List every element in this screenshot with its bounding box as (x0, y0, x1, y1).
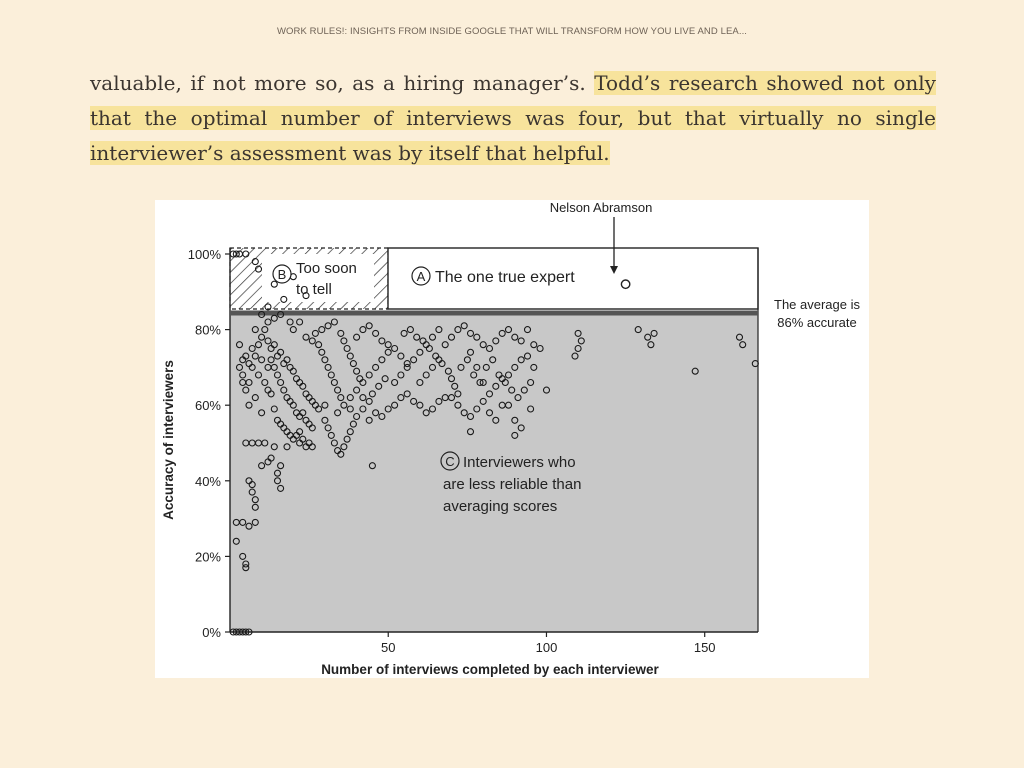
y-tick-label: 40% (194, 473, 221, 489)
region-c-label-line3: averaging scores (443, 498, 558, 515)
region-b-label-line2: to tell (296, 281, 332, 298)
y-tick-label: 80% (194, 322, 221, 338)
book-title-header: WORK RULES!: INSIGHTS FROM INSIDE GOOGLE THAT WILL TRANSFORM HOW YOU LIVE AND LEA... (276, 26, 748, 37)
highlighted-passage[interactable]: Todd’s research showed not only that the optimal number of interviews was four, but that virtually no single interviewer’s assessment was by itself that helpful. (90, 71, 936, 165)
reading-passage (90, 66, 936, 171)
region-c-label-line2: are less reliable than (443, 476, 582, 493)
y-axis-label: Accuracy of interviewers (161, 360, 176, 520)
region-b-label-line1: Too soon (296, 260, 357, 277)
expert-data-point (621, 280, 629, 288)
y-tick-label: 100% (187, 247, 221, 262)
x-axis-label: Number of interviews completed by each interviewer (321, 662, 659, 677)
region-c-shading (230, 314, 758, 632)
x-tick-label: 150 (693, 640, 716, 655)
region-c-letter: C (445, 454, 455, 469)
figure-image (155, 200, 869, 678)
passage-text: valuable, if not more so, as a hiring manager’s. (90, 71, 595, 95)
y-tick-label: 60% (194, 398, 221, 414)
region-c-label-line1: Interviewers who (463, 454, 576, 471)
average-label-line1: The average is (774, 297, 860, 312)
region-b-letter: B (277, 267, 287, 282)
region-a-label: The one true expert (435, 269, 575, 286)
region-a-letter: A (416, 269, 426, 284)
y-tick-label: 0% (202, 625, 221, 640)
expert-name-label: Nelson Abramson (549, 200, 653, 215)
y-tick-label: 20% (194, 549, 221, 565)
x-tick-label: 100 (535, 640, 558, 655)
accuracy-scatter-chart (155, 200, 869, 678)
average-label-line2: 86% accurate (777, 315, 857, 330)
x-tick-label: 50 (381, 640, 396, 655)
